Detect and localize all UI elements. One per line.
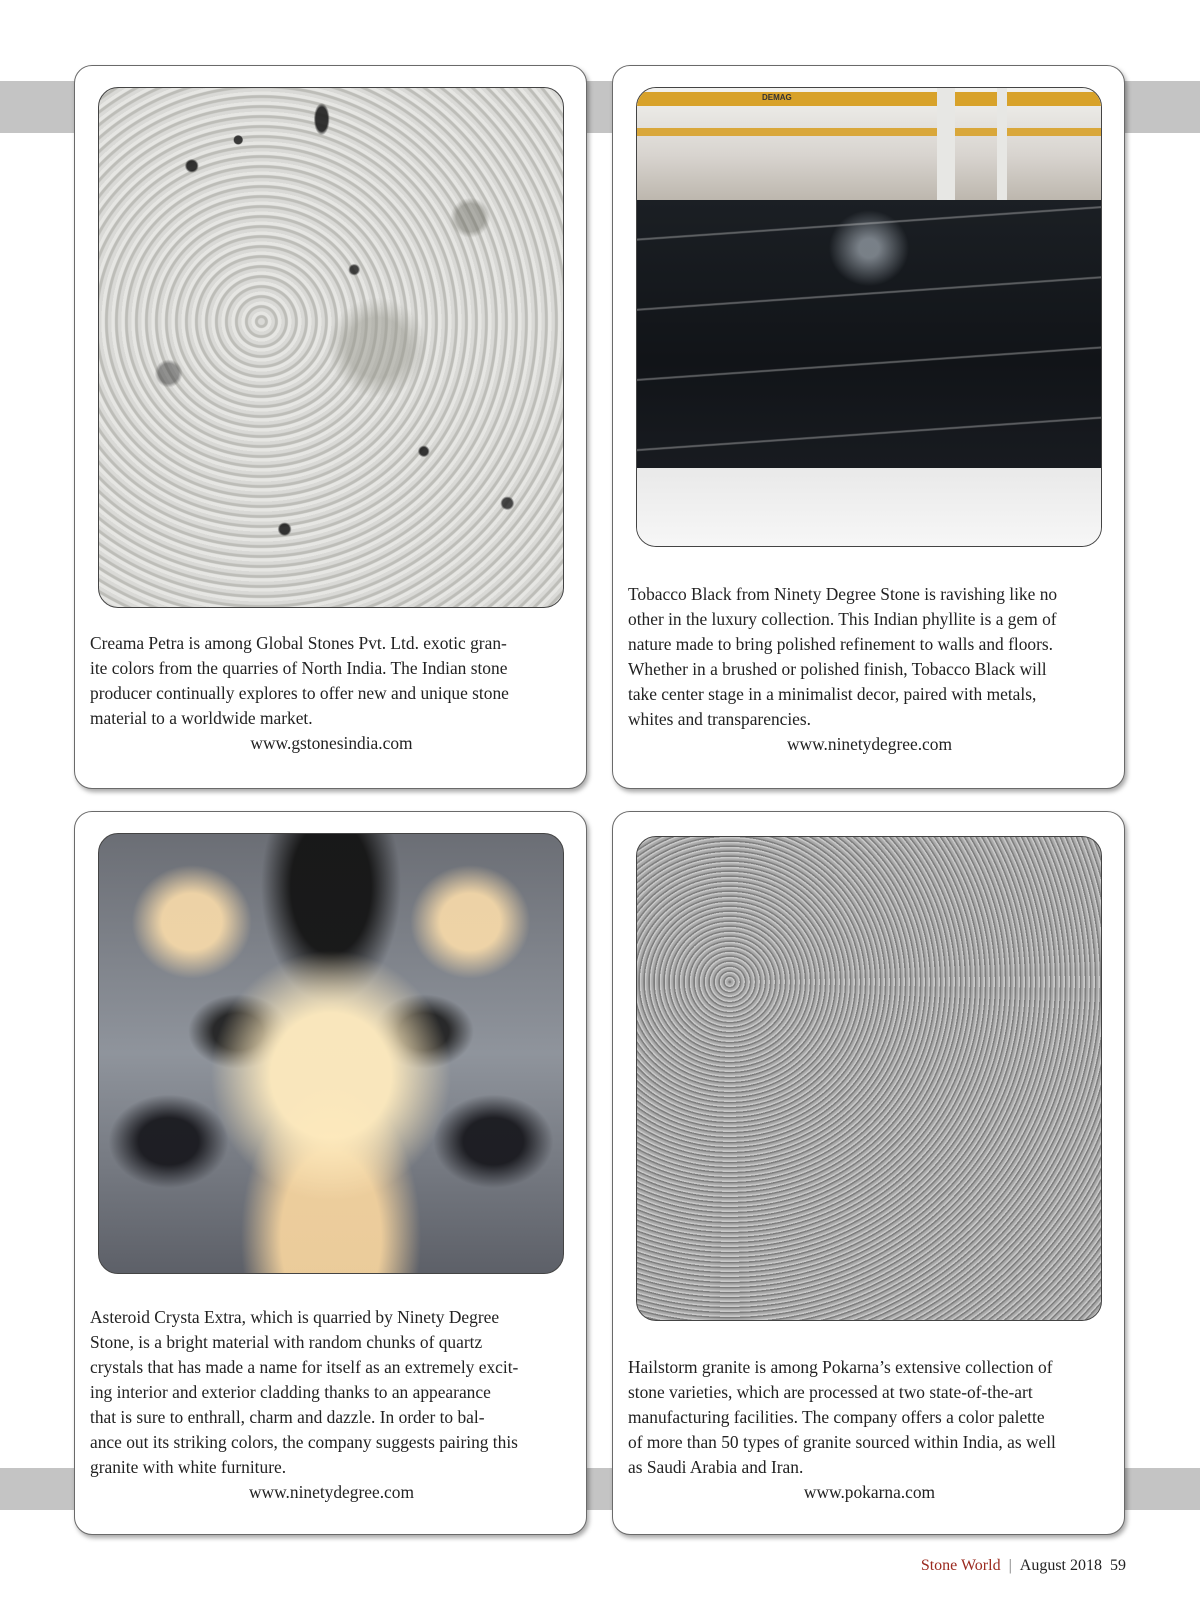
asteroid-crysta-caption — [90, 1305, 573, 1505]
caption-line: granite with white furniture. — [90, 1457, 287, 1477]
page-number: 59 — [1110, 1557, 1126, 1574]
caption-line: as Saudi Arabia and Iran. — [628, 1457, 804, 1477]
crane-label: DEMAG — [762, 93, 792, 102]
caption-line: other in the luxury collection. This Indian phyllite is a gem of — [628, 609, 1057, 629]
tobacco-black-caption — [628, 582, 1111, 757]
caption-line: whites and transparencies. — [628, 709, 812, 729]
asteroid-crysta-photo — [98, 833, 564, 1274]
footer-separator: | — [1008, 1557, 1012, 1574]
black-phyllite-slab — [637, 200, 1101, 468]
caption-line: producer continually explores to offer new and unique stone — [90, 683, 509, 703]
caption-line: that is sure to enthrall, charm and dazzle. In order to bal- — [90, 1407, 485, 1427]
caption-line: Tobacco Black from Ninety Degree Stone is ravishing like no — [628, 584, 1058, 604]
caption-line: stone varieties, which are processed at two state-of-the-art — [628, 1382, 1033, 1402]
creama-petra-caption — [90, 631, 573, 756]
magazine-name: Stone World — [920, 1557, 1001, 1574]
tobacco-black-photo — [636, 87, 1102, 547]
caption-line: Stone, is a bright material with random chunks of quartz — [90, 1332, 483, 1352]
caption-line: Asteroid Crysta Extra, which is quarried by Ninety Degree — [90, 1307, 500, 1327]
card-creama-petra — [74, 65, 587, 789]
hailstorm-granite-photo — [636, 836, 1102, 1321]
creama-petra-photo — [98, 87, 564, 608]
card-asteroid-crysta-extra — [74, 811, 587, 1535]
caption-line: Whether in a brushed or polished finish, Tobacco Black will — [628, 659, 1047, 679]
card-tobacco-black — [612, 65, 1125, 789]
caption-line: Hailstorm granite is among Pokarna’s extensive collection of — [628, 1357, 1053, 1377]
card-hailstorm — [612, 811, 1125, 1535]
caption-line: ance out its striking colors, the company suggests pairing this — [90, 1432, 518, 1452]
caption-line: ite colors from the quarries of North India. The Indian stone — [90, 658, 508, 678]
factory-pillar — [997, 88, 1007, 200]
page-footer — [921, 1557, 1126, 1575]
caption-line: Creama Petra is among Global Stones Pvt. Ltd. exotic gran- — [90, 633, 507, 653]
company-url[interactable]: www.ninetydegree.com — [249, 1482, 414, 1502]
caption-line: take center stage in a minimalist decor, paired with metals, — [628, 684, 1037, 704]
caption-line: manufacturing facilities. The company offers a color palette — [628, 1407, 1045, 1427]
crane-beam — [637, 128, 1101, 136]
factory-pillar — [937, 88, 955, 200]
hailstorm-caption — [628, 1355, 1111, 1505]
issue-date: August 2018 — [1019, 1557, 1102, 1574]
caption-line: of more than 50 types of granite sourced within India, as well — [628, 1432, 1056, 1452]
caption-line: ing interior and exterior cladding thanks to an appearance — [90, 1382, 491, 1402]
caption-line: crystals that has made a name for itself as an extremely excit- — [90, 1357, 519, 1377]
company-url[interactable]: www.ninetydegree.com — [787, 734, 952, 754]
company-url[interactable]: www.gstonesindia.com — [250, 733, 413, 753]
crane-beam — [637, 92, 1101, 106]
caption-line: nature made to bring polished refinement to walls and floors. — [628, 634, 1053, 654]
factory-background — [637, 88, 1101, 200]
factory-floor — [637, 468, 1101, 547]
caption-line: material to a worldwide market. — [90, 708, 313, 728]
company-url[interactable]: www.pokarna.com — [803, 1482, 936, 1502]
